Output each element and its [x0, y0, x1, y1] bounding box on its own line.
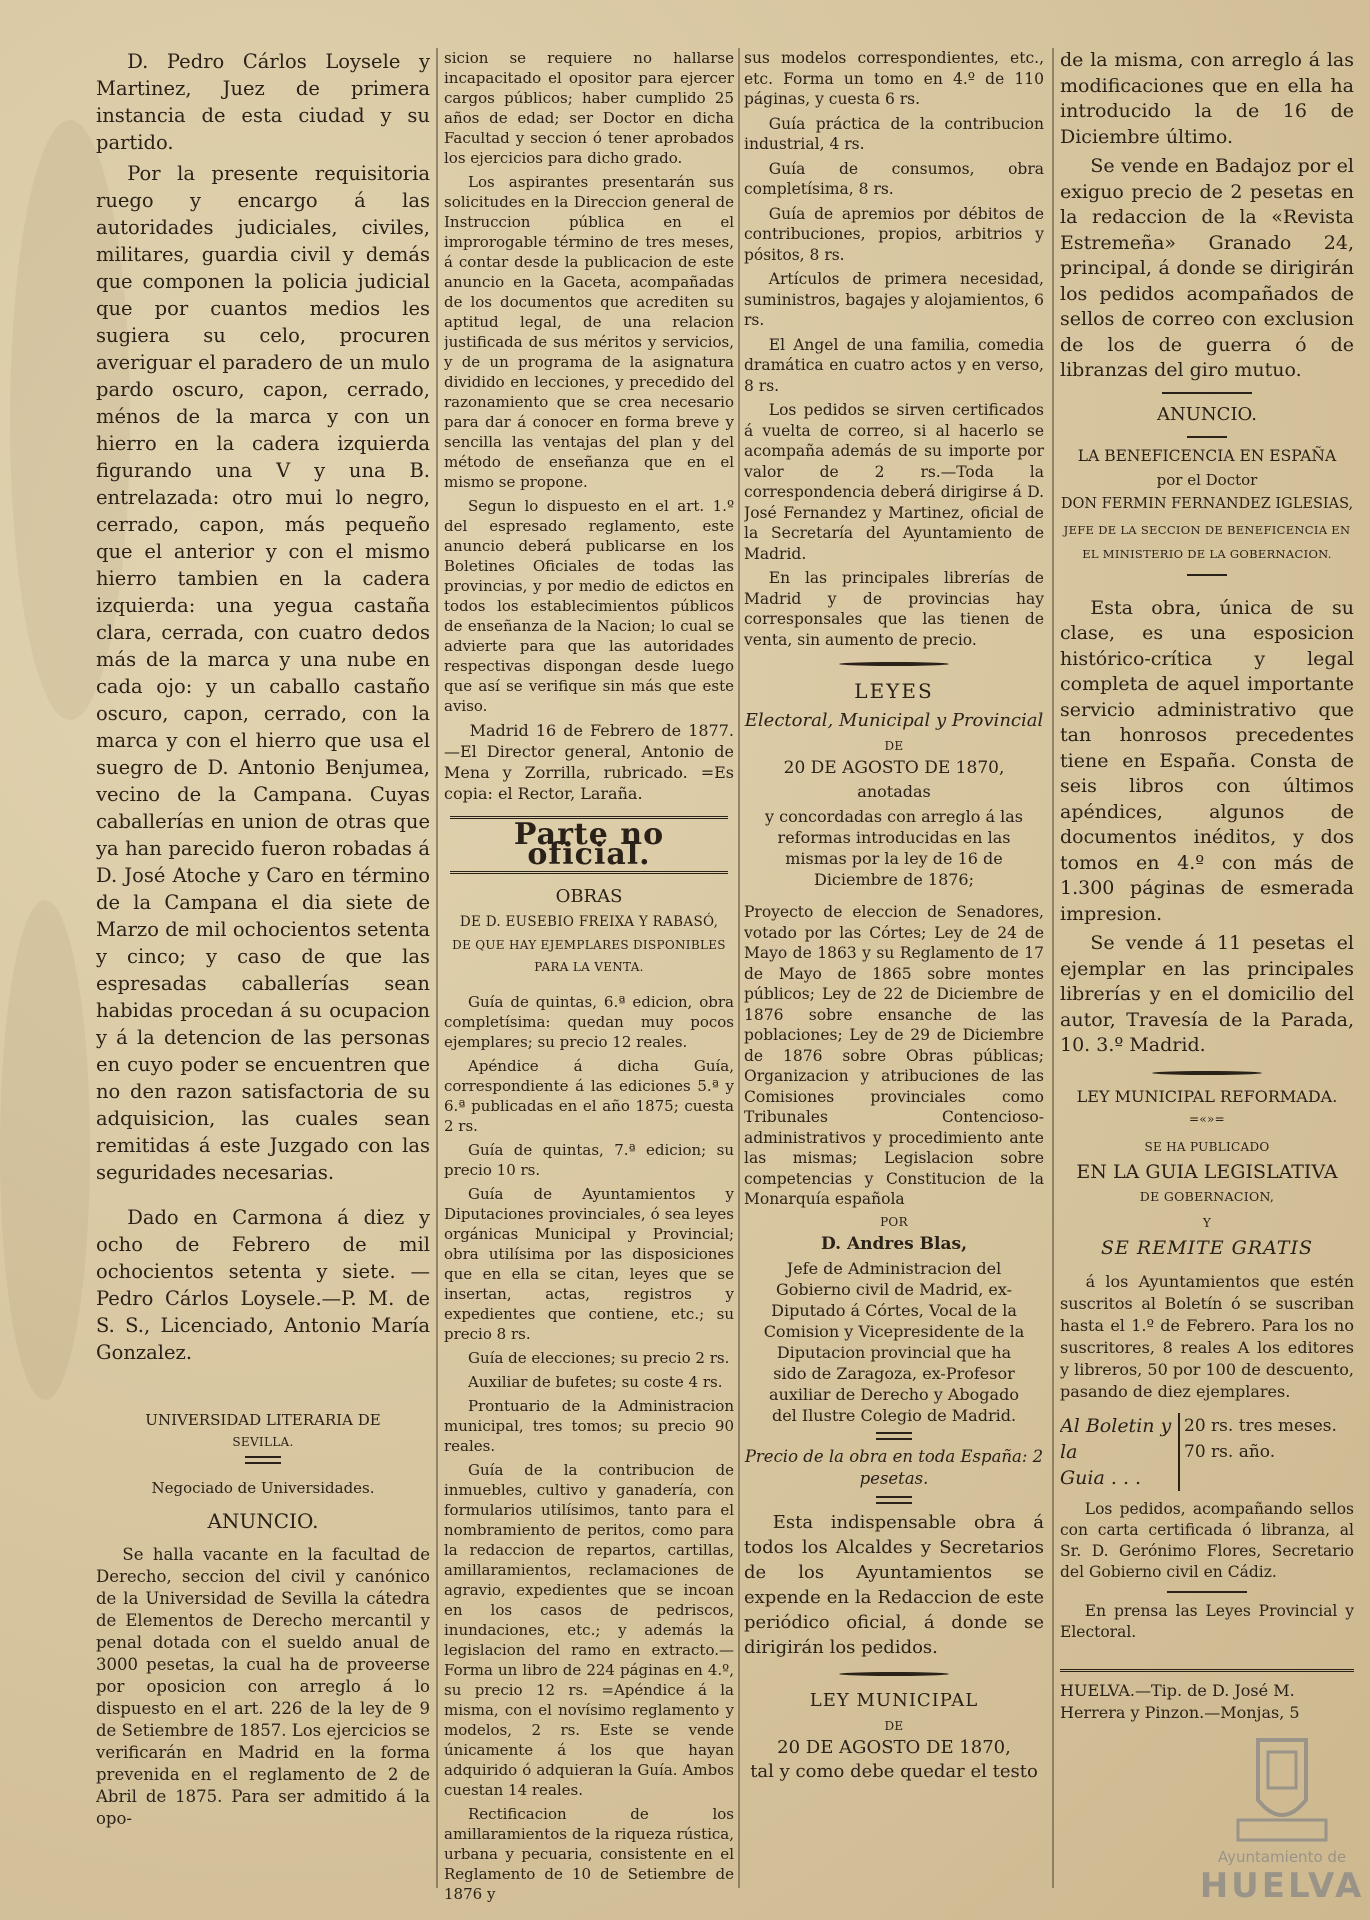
- badajoz-continuation: de la misma, con arreglo á las modificaciones que en ella ha introducido la de 16 de Diciembre último.: [1060, 49, 1354, 148]
- opposition-requirements: sicion se requiere no hallarse incapacitado el opositor para ejercer cargos públicos; haber cumplido 25 años de edad; ser Doctor en dicha Facultad y seccion ó tener aprobados los ejercicios para dicho grado.: [444, 49, 734, 167]
- ornamental-rule: [1152, 1071, 1262, 1075]
- anuncio-heading: ANUNCIO.: [1157, 403, 1257, 425]
- orders-cadiz: Los pedidos, acompañando sellos con carta certificada ó libranza, al Sr. D. Gerónimo Flores, Secretario del Gobierno civil en Cádiz.: [1060, 1499, 1354, 1581]
- price-value: 20 rs. tres meses.: [1184, 1415, 1337, 1436]
- parte-no-oficial-banner: Parte no oficial.: [450, 816, 728, 874]
- leyes-de: DE: [884, 739, 904, 753]
- leyes-contents: Proyecto de eleccion de Senadores, votado por las Córtes; Ley de 24 de Mayo de 1863 y su Reglamento de 17 de Mayo de 1865 sobre montes públicos; Ley de 22 de Diciembre de 1876 sobre ensanche de las poblaciones; Ley de 29 de Diciembre de 1876 sobre Obras públicas; Organizacion y atribuciones de las Comisiones provinciales como Tribunales Contencioso-administrativos y procedimiento ante las mismas; Legislacion sobre competencias y Constitucion de la Monarquía española: [744, 903, 1044, 1208]
- regulation-paragraph: Segun lo dispuesto en el art. 1.º del espresado reglamento, este anuncio deberá publicarse en los Boletines Oficiales de todas las provincias, y por medio de edictos en todos los establecimientos públicos de enseñanza de la Nacion; lo cual se advierte para que las autoridades respectivas dispongan desde luego que así se verifique sin más que este aviso.: [444, 497, 734, 715]
- column-rule: [436, 48, 438, 1888]
- obras-item: Guía de apremios por débitos de contribuciones, propios, arbitrios y pósitos, 8 rs.: [744, 204, 1044, 264]
- imprint-rule: [1060, 1669, 1354, 1672]
- short-rule: [1167, 1591, 1247, 1593]
- ley-municipal-date: 20 DE AGOSTO DE 1870,: [777, 1737, 1011, 1758]
- subscription-terms: á los Ayuntamientos que estén suscritos al Boletín ó se suscriban hasta el 1.º de Febrero. Para los no suscritores, 8 reales A los editores y libreros, 50 por 100 de descuento, pasando de diez ejemplares.: [1060, 1271, 1354, 1401]
- university-title: UNIVERSIDAD LITERARIA DE: [145, 1411, 381, 1429]
- obras-item: sus modelos correspondientes, etc., etc. Forma un tomo en 4.º de 110 páginas, y cuesta 6 rs.: [744, 49, 1044, 108]
- short-rule: [1187, 574, 1227, 576]
- y-line: Y: [1202, 1215, 1212, 1230]
- author-name: D. Andres Blas,: [820, 1233, 967, 1254]
- column-1: [96, 48, 430, 1834]
- vacancy-notice: Se halla vacante en la facultad de Derecho, seccion del civil y canónico de la Universidad de Sevilla la cátedra de Elementos de Derecho mercantil y penal dotada con el sueldo anual de 3000 pesetas, la cual ha de proveerse por oposicion con arreglo á lo dispuesto en el art. 226 de la ley de 9 de Setiembre de 1857. Los ejercicios se verificarán en Madrid en la forma prevenida en el reglamento de 2 de Abril de 1875. Para ser admitido á la opo-: [96, 1545, 430, 1828]
- leyes-subtitle: Electoral, Municipal y Provincial: [744, 710, 1044, 731]
- publicado-line: SE HA PUBLICADO: [1144, 1139, 1270, 1154]
- obras-item: Artículos de primera necesidad, suministros, bagajes y alojamientos, 6 rs.: [744, 270, 1044, 329]
- leyes-por: POR: [880, 1214, 908, 1229]
- column-2: [444, 48, 734, 1908]
- leyes-anotadas: anotadas: [857, 782, 931, 801]
- obras-availability: DE QUE HAY EJEMPLARES DISPONIBLES PARA LA VENTA.: [452, 938, 726, 974]
- beneficencia-description: Esta obra, única de su clase, es una esposicion histórico-crítica y legal completa de aquel importante servicio administrativo que tan honrosos precedentes tiene en España. Consta de seis libros con últimos apéndices, algunos de documentos inéditos, y dos tomos en 4.º con más de 1.300 páginas de esmerada impresion.: [1060, 596, 1354, 925]
- applicants-paragraph: Los aspirantes presentarán sus solicitudes en la Direccion general de Instruccion pública en el improrogable término de tres meses, á contar desde la publicacion de este anuncio en la Gaceta, acompañadas de los documentos que acrediten su aptitud legal, de una relacion justificada de sus méritos y servicios, y de un programa de la asignatura dividido en lecciones, y precedido del razonamiento que se crea necesario para dar á conocer en forma breve y sencilla las ventajas del plan y del método de enseñanza que en el mismo se propone.: [444, 173, 734, 491]
- obras-item: Guía de consumos, obra completísima, 8 rs.: [744, 159, 1044, 198]
- price-labels: [1060, 1413, 1178, 1491]
- obras-item: El Angel de una familia, comedia dramática en cuatro actos y en verso, 8 rs.: [744, 335, 1044, 395]
- madrid-signature: Madrid 16 de Febrero de 1877. —El Director general, Antonio de Mena y Zorrilla, rubricado. =Es copia: el Rector, Laraña.: [444, 721, 734, 803]
- double-rule: [876, 1496, 912, 1504]
- short-rule: [1162, 392, 1252, 394]
- obras-item: Guía práctica de la contribucion industrial, 4 rs.: [744, 114, 1044, 153]
- obras-item: Rectificacion de los amillaramientos de la riqueza rústica, urbana y pecuaria, consistente en el Reglamento de 10 de Setiembre de 1876 y: [444, 1805, 734, 1903]
- obras-item: Guía de quintas, 7.ª edicion; su precio 10 rs.: [444, 1141, 734, 1179]
- ley-municipal-continuation: tal y como debe quedar el testo: [750, 1761, 1038, 1782]
- ornamental-rule: [839, 1672, 949, 1676]
- obras-item: Apéndice á dicha Guía, correspondiente á las ediciones 5.ª y 6.ª publicadas en el año 1875; cuesta 2 rs.: [444, 1057, 734, 1135]
- ley-municipal-heading: LEY MUNICIPAL: [809, 1690, 979, 1711]
- obras-item: Guía de quintas, 6.ª edicion, obra completísima: quedan muy pocos ejemplares; su precio 12 reales.: [444, 993, 734, 1051]
- column-4: [1060, 48, 1354, 1728]
- requisitoria-heading: D. Pedro Cárlos Loysele y Martinez, Juez de primera instancia de esta ciudad y su partido.: [96, 50, 430, 154]
- leyes-concordadas: y concordadas con arreglo á las reformas introducidas en las mismas por la ley de 16 de Diciembre de 1876;: [765, 807, 1023, 889]
- beneficencia-por: por el Doctor: [1156, 470, 1258, 489]
- price-label: Guia . . .: [1060, 1466, 1142, 1489]
- column-3: [744, 48, 1044, 1786]
- ornament: =«»=: [1189, 1111, 1225, 1126]
- beneficencia-position: JEFE DE LA SECCION DE BENEFICENCIA EN EL MINISTERIO DE LA GOBERNACION.: [1063, 522, 1351, 561]
- requisitoria-signature: Dado en Carmona á diez y ocho de Febrero de mil ochocientos setenta y siete. —Pedro Cárlos Loysele.—P. M. de S. S., Licenciado, Antonio María Gonzalez.: [96, 1206, 430, 1364]
- ley-municipal-de: DE: [884, 1719, 904, 1733]
- obras-heading: OBRAS: [555, 886, 623, 907]
- author-credentials: Jefe de Administracion del Gobierno civil de Madrid, ex-Diputado á Córtes, Vocal de la Comision y Vicepresidente de la Diputacion provincial que ha sido de Zaragoza, ex-Profesor auxiliar de Derecho y Abogado del Ilustre Colegio de Madrid.: [763, 1259, 1025, 1425]
- bookshops-notice: En las principales librerías de Madrid y de provincias hay corresponsales que las tienen de venta, sin aumento de precio.: [744, 569, 1044, 649]
- huelva-watermark: [1198, 1730, 1366, 1906]
- beneficencia-author: DON FERMIN FERNANDEZ IGLESIAS,: [1060, 495, 1354, 512]
- en-prensa-line: En prensa las Leyes Provincial y Electoral.: [1060, 1601, 1354, 1641]
- beneficencia-title: LA BENEFICENCIA EN ESPAÑA: [1077, 446, 1337, 465]
- university-subtitle: SEVILLA.: [232, 1435, 294, 1449]
- negociado-line: Negociado de Universidades.: [151, 1479, 375, 1497]
- obras-item: Guía de Ayuntamientos y Diputaciones provinciales, ó sea leyes orgánicas Municipal y Provincial; obra utilísima por las disposiciones que en ella se citan, leyes que se insertan, actas, registros y expedientes que contiene, etc.; su precio 8 rs.: [444, 1185, 734, 1343]
- price-label: Al Boletin y la: [1060, 1414, 1172, 1463]
- price-line: Precio de la obra en toda España: 2 pesetas.: [744, 1447, 1044, 1488]
- obras-item: Prontuario de la Administracion municipal, tres tomos; su precio 90 reales.: [444, 1397, 734, 1455]
- price-values: [1178, 1413, 1354, 1491]
- column-rule: [1052, 48, 1054, 1888]
- requisitoria-body: Por la presente requisitoria ruego y encargo á las autoridades judiciales, civiles, militares, guardia civil y demás que componen la policia judicial que por cuantos medios les sugiera su celo, procuren averiguar el paradero de un mulo pardo oscuro, capon, cerrado, ménos de la marca y con un hierro en la cadera izquierda figurando una V y una B. entrelazada: otro mui lo negro, cerrado, capon, más pequeño que el anterior y con el mismo hierro tambien en la cadera izquierda: una yegua castaña clara, cerrada, con cuatro dedos más de la marca y una nube en cada ojo: y un caballo castaño oscuro, capon, cerrado, con la marca y con el hierro que usa el suegro de D. Antonio Benjumea, vecino de la Campana. Cuyas caballerías en union de otras que ya han parecido fueron robadas á D. José Atoche y Caro en término de la Campana el dia siete de Marzo de mil ochocientos setenta y cinco; y caso de que las espresadas caballerías sean habidas procedan á su ocupacion y á la detencion de las personas en cuyo poder se encuentren que no den razon satisfactoria de su adquisicion, las cuales sean remitidas á este Juzgado con las seguridades necesarias.: [96, 162, 430, 1184]
- anuncio-heading: ANUNCIO.: [207, 1509, 319, 1533]
- obras-item: Guía de la contribucion de inmuebles, cultivo y ganadería, con formularios utilísimos, tanto para el nombramiento de peritos, como para la redaccion de repartos, cartillas, amillaramientos, reclamaciones de agravio, expedientes que se incoan en los casos de pedriscos, inundaciones, etc.; y además la legislacion del ramo en extracto.—Forma un libro de 224 páginas en 4.º, su precio 12 rs. =Apéndice á la misma, con el novísimo reglamento y modelos, 2 rs. Este se vende únicamente á los que hayan adquirido ó adquieran la Guía. Ambos cuestan 14 reales.: [444, 1461, 734, 1799]
- guia-legislativa-line: EN LA GUIA LEGISLATIVA: [1076, 1160, 1338, 1183]
- leyes-date: 20 DE AGOSTO DE 1870,: [783, 758, 1005, 778]
- column-rule: [738, 48, 740, 1888]
- paper-stain: [0, 900, 90, 1400]
- orders-notice: Los pedidos se sirven certificados á vuelta de correo, si al hacerlo se acompaña además de su importe por valor de 2 rs.—Toda la correspondencia deberá dirigirse á D. José Fernandez y Martinez, oficial de la Secretaría del Ayuntamiento de Madrid.: [744, 401, 1044, 563]
- remite-gratis-line: SE REMITE GRATIS: [1100, 1236, 1313, 1259]
- imprint-line: HUELVA.—Tip. de D. José M. Herrera y Pinzon.—Monjas, 5: [1060, 1680, 1300, 1722]
- price-value: 70 rs. año.: [1184, 1441, 1276, 1462]
- gobernacion-line: DE GOBERNACION,: [1139, 1188, 1275, 1204]
- obras-item: Auxiliar de bufetes; su coste 4 rs.: [468, 1373, 723, 1391]
- badajoz-sale: Se vende en Badajoz por el exiguo precio de 2 pesetas en la redaccion de la «Revista Estremeña» Granado 24, principal, á donde se dirigirán los pedidos acompañados de sellos de correo con exclusion de los de guerra ó de libranzas del giro mutuo.: [1060, 155, 1354, 381]
- watermark-line1: Ayuntamiento de: [1217, 1848, 1347, 1866]
- double-rule: [245, 1456, 281, 1464]
- short-rule: [1187, 436, 1227, 438]
- watermark-line2: HUELVA: [1199, 1866, 1365, 1906]
- indispensable-notice: Esta indispensable obra á todos los Alcaldes y Secretarios de los Ayuntamientos se expende en la Redaccion de este periódico oficial, á donde se dirigirán los pedidos.: [744, 1512, 1044, 1658]
- price-table: [1060, 1413, 1354, 1491]
- obras-item: Guía de elecciones; su precio 2 rs.: [468, 1349, 730, 1367]
- obras-author: DE D. EUSEBIO FREIXA Y RABASÓ,: [459, 914, 719, 930]
- beneficencia-sale: Se vende á 11 pesetas el ejemplar en las principales librerías y en el domicilio del autor, Travesía de la Parada, 10. 3.º Madrid.: [1060, 932, 1354, 1056]
- ley-reformada-heading: LEY MUNICIPAL REFORMADA.: [1076, 1086, 1338, 1106]
- leyes-heading: LEYES: [854, 679, 934, 703]
- ornamental-rule: [839, 662, 949, 666]
- double-rule: [876, 1432, 912, 1440]
